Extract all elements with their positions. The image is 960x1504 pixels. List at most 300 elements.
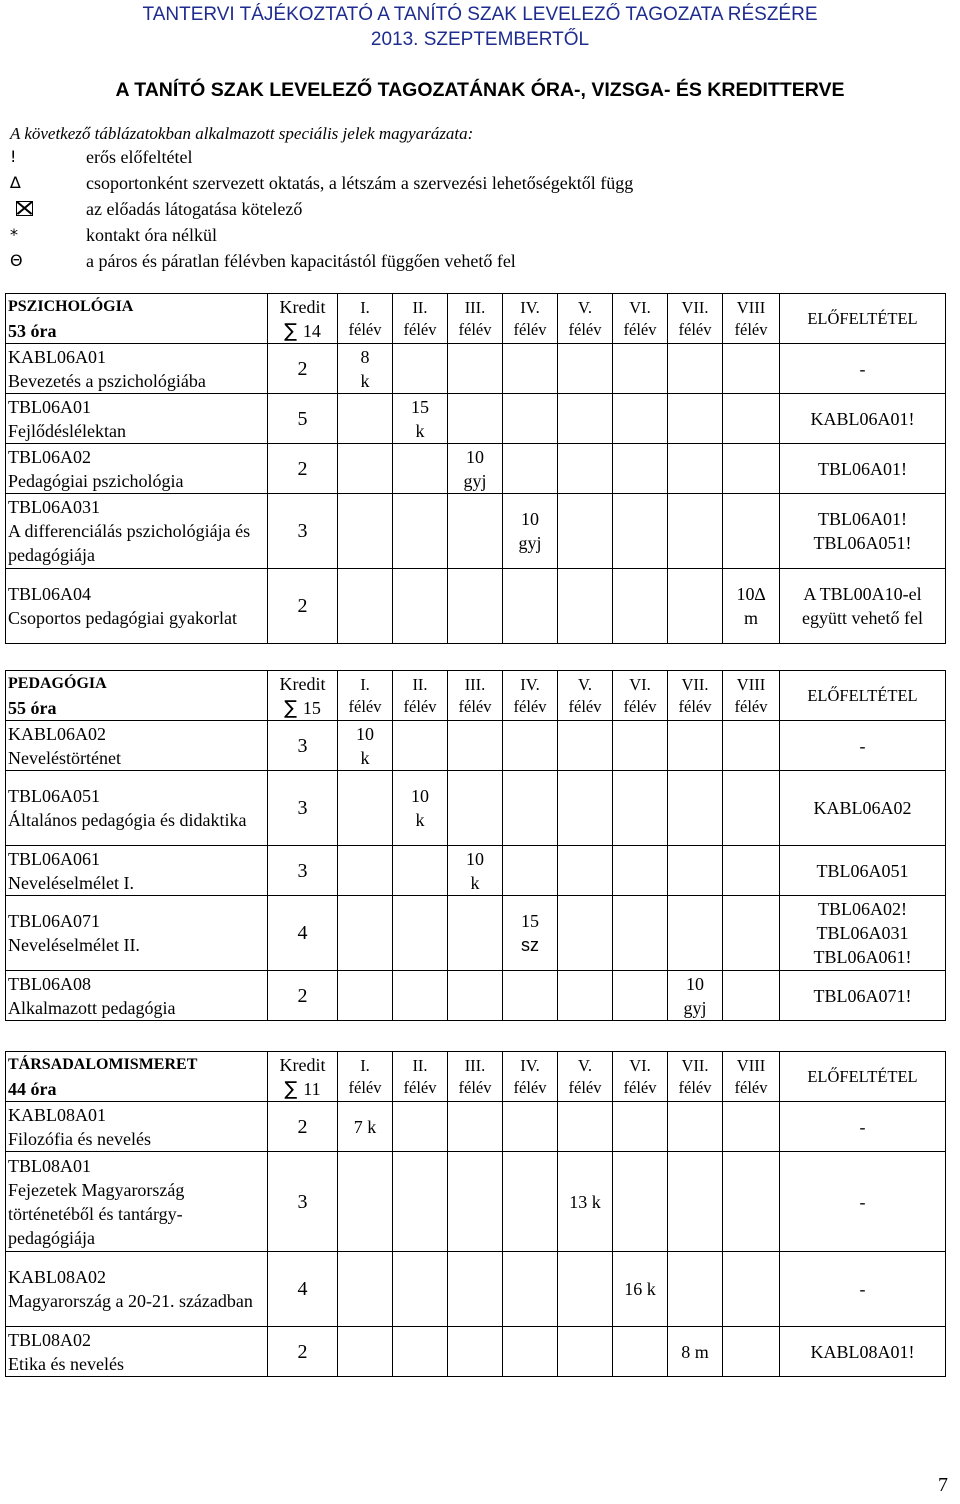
semester-number: III.	[464, 1055, 486, 1075]
semester-header	[448, 1052, 503, 1102]
kredit-total-value: 15	[302, 697, 321, 718]
prereq-value: TBL06A071!	[813, 985, 912, 1006]
semester-value	[723, 569, 780, 644]
semester-cell	[503, 971, 558, 1021]
semester-cell	[448, 494, 503, 569]
course-cell	[6, 569, 268, 644]
kredit-header	[268, 1052, 338, 1102]
semester-cell	[393, 1102, 448, 1152]
semester-header	[558, 1052, 613, 1102]
table-header-row	[6, 1052, 946, 1102]
semester-cell	[558, 846, 613, 896]
semester-cell	[668, 721, 723, 771]
course-kredit: 2	[268, 1102, 338, 1152]
semester-cell	[723, 444, 780, 494]
prereq-value: -	[859, 358, 866, 379]
semester-cell	[668, 394, 723, 444]
course-table	[5, 670, 946, 1021]
semester-label: félév	[678, 696, 712, 716]
semester-cell	[338, 569, 393, 644]
table-row	[6, 846, 946, 896]
course-cell	[6, 721, 268, 771]
kredit-header	[268, 671, 338, 721]
table-row	[6, 721, 946, 771]
course-cell	[6, 1102, 268, 1152]
semester-label: félév	[348, 696, 382, 716]
course-cell	[6, 896, 268, 971]
header-line-2: 2013. SZEPTEMBERTŐL	[370, 29, 590, 50]
semester-number: III.	[464, 674, 486, 694]
semester-number: IV.	[520, 297, 540, 317]
semester-cell	[393, 494, 448, 569]
semester-header	[338, 1052, 393, 1102]
semester-cell	[668, 444, 723, 494]
semester-label: félév	[403, 319, 437, 339]
semester-label: félév	[348, 1077, 382, 1097]
prereq-cell	[780, 494, 946, 569]
semester-cell	[613, 771, 668, 846]
semester-cell	[448, 1327, 503, 1377]
semester-cell	[503, 1327, 558, 1377]
prereq-value: KABL06A02	[813, 798, 912, 818]
prereq-value: -	[859, 1116, 866, 1137]
kredit-label: Kredit	[279, 1054, 326, 1075]
page-number: 7	[938, 1474, 948, 1496]
semester-label: félév	[623, 319, 657, 339]
semester-cell	[723, 846, 780, 896]
prereq-cell	[780, 444, 946, 494]
course-code: KABL06A01	[8, 346, 106, 367]
kredit-header	[268, 294, 338, 344]
semester-cell	[723, 1327, 780, 1377]
semester-cell	[723, 394, 780, 444]
semester-cell	[668, 1152, 723, 1252]
semester-cell	[503, 771, 558, 846]
semester-header	[558, 671, 613, 721]
prereq-value: A TBL00A10-el	[803, 584, 922, 604]
semester-header	[723, 294, 780, 344]
course-cell	[6, 846, 268, 896]
semester-cell	[558, 1252, 613, 1327]
hours-value: 15	[411, 396, 429, 417]
semester-cell	[338, 971, 393, 1021]
semester-number: I.	[360, 674, 370, 694]
course-title: Neveléstörténet	[8, 747, 121, 768]
table-row	[6, 1152, 946, 1252]
semester-cell	[558, 494, 613, 569]
table-row	[6, 896, 946, 971]
hours-value: 10	[466, 446, 484, 467]
prereq-value: TBL06A061!	[813, 947, 912, 967]
semester-label: félév	[458, 319, 492, 339]
semester-cell	[558, 721, 613, 771]
course-kredit: 3	[268, 771, 338, 846]
semester-cell	[338, 846, 393, 896]
semester-value	[503, 896, 558, 971]
semester-cell	[448, 896, 503, 971]
semester-cell	[613, 721, 668, 771]
semester-cell	[393, 721, 448, 771]
semester-cell	[338, 394, 393, 444]
sum-icon: ∑	[284, 1077, 298, 1100]
course-kredit: 3	[268, 846, 338, 896]
course-cell	[6, 1252, 268, 1327]
exam-type: k	[360, 370, 370, 391]
course-code: TBL06A01	[8, 396, 91, 417]
semester-cell	[613, 569, 668, 644]
table-row	[6, 1252, 946, 1327]
semester-header	[393, 671, 448, 721]
semester-cell	[448, 1152, 503, 1252]
semester-cell	[723, 771, 780, 846]
course-kredit: 3	[268, 1152, 338, 1252]
asterisk-icon: *	[10, 225, 18, 244]
semester-cell	[558, 1102, 613, 1152]
semester-header	[613, 294, 668, 344]
section-name: PSZICHOLÓGIA	[8, 297, 134, 315]
prereq-cell	[780, 1327, 946, 1377]
semester-header	[668, 1052, 723, 1102]
course-cell	[6, 344, 268, 394]
semester-cell	[723, 1252, 780, 1327]
course-code: TBL06A08	[8, 973, 91, 994]
prereq-cell	[780, 721, 946, 771]
semester-header	[613, 1052, 668, 1102]
course-title: Fejezetek Magyarország történetéből és tantárgy-pedagógiája	[8, 1179, 185, 1248]
course-title: Fejlődéslélektan	[8, 420, 126, 441]
section-heading	[6, 671, 268, 721]
kredit-label: Kredit	[279, 673, 326, 694]
semester-cell	[503, 1102, 558, 1152]
semester-header	[448, 671, 503, 721]
semester-cell	[448, 344, 503, 394]
hours-value: 8	[360, 346, 370, 367]
semester-number: VII.	[681, 297, 709, 317]
course-title: Pedagógiai pszichológia	[8, 470, 184, 491]
prereq-header: ELŐFELTÉTEL	[780, 1052, 946, 1102]
course-kredit: 2	[268, 1327, 338, 1377]
semester-cell	[448, 1252, 503, 1327]
course-code: KABL08A01	[8, 1104, 106, 1125]
course-cell	[6, 971, 268, 1021]
course-kredit: 3	[268, 494, 338, 569]
semester-value	[503, 494, 558, 569]
semester-header	[668, 294, 723, 344]
semester-number: II.	[412, 1055, 428, 1075]
semester-cell	[393, 569, 448, 644]
table-row	[6, 771, 946, 846]
exam-type: m	[743, 608, 758, 628]
course-title: Általános pedagógia és didaktika	[8, 810, 247, 830]
exam-type: gyj	[683, 997, 707, 1018]
course-code: KABL06A02	[8, 723, 106, 744]
section-hours: 53 óra	[8, 320, 57, 341]
kredit-total-value: 14	[302, 320, 321, 341]
semester-header	[503, 294, 558, 344]
kredit-label: Kredit	[279, 296, 326, 317]
legend-note: A következő táblázatokban alkalmazott speciális jelek magyarázata:	[10, 124, 474, 143]
semester-cell	[338, 494, 393, 569]
semester-cell	[668, 1102, 723, 1152]
course-table	[5, 293, 946, 644]
kredit-total	[268, 696, 337, 720]
course-code: TBL06A04	[8, 584, 91, 604]
semester-cell	[613, 896, 668, 971]
hours-value: 10	[686, 973, 704, 994]
semester-cell	[393, 846, 448, 896]
exam-type: gyj	[518, 533, 542, 553]
semester-header	[723, 1052, 780, 1102]
course-code: TBL06A071	[8, 911, 100, 931]
course-title: Csoportos pedagógiai gyakorlat	[8, 608, 237, 628]
semester-value	[668, 971, 723, 1021]
exam-type: k	[415, 420, 425, 441]
semester-label: félév	[513, 319, 547, 339]
semester-label: félév	[513, 696, 547, 716]
course-title: Neveléselmélet I.	[8, 872, 134, 893]
semester-header	[503, 671, 558, 721]
legend-text: csoportonként szervezett oktatás, a létszám a szervezési lehetőségektől függ	[86, 173, 634, 193]
prereq-cell	[780, 1102, 946, 1152]
course-title: Etika és nevelés	[8, 1353, 124, 1374]
semester-label: félév	[568, 696, 602, 716]
prereq-cell	[780, 394, 946, 444]
semester-number: VIII	[736, 297, 766, 317]
exclamation-icon: !	[10, 147, 17, 166]
course-kredit: 2	[268, 444, 338, 494]
hours-value: 10	[466, 848, 484, 869]
semester-label: félév	[458, 1077, 492, 1097]
semester-cell	[613, 444, 668, 494]
prereq-cell	[780, 971, 946, 1021]
semester-value	[393, 771, 448, 846]
semester-cell	[558, 444, 613, 494]
semester-cell	[393, 1152, 448, 1252]
semester-cell	[338, 896, 393, 971]
semester-value	[668, 1327, 723, 1377]
semester-number: IV.	[520, 1055, 540, 1075]
semester-header	[668, 671, 723, 721]
semester-cell	[338, 1152, 393, 1252]
section-heading	[6, 294, 268, 344]
semester-cell	[613, 1327, 668, 1377]
prereq-header: ELŐFELTÉTEL	[780, 294, 946, 344]
semester-cell	[448, 1102, 503, 1152]
prereq-cell	[780, 344, 946, 394]
semester-value	[338, 344, 393, 394]
sum-icon: ∑	[284, 696, 297, 719]
delta-icon: ∆	[10, 173, 21, 192]
course-cell	[6, 394, 268, 444]
prereq-value: -	[859, 735, 866, 756]
kredit-total-value: 11	[303, 1078, 321, 1099]
semester-cell	[503, 721, 558, 771]
semester-cell	[338, 771, 393, 846]
semester-number: VIII	[736, 674, 766, 694]
semester-label: félév	[623, 1077, 657, 1097]
semester-cell	[723, 1102, 780, 1152]
semester-value	[393, 394, 448, 444]
course-code: TBL06A031	[8, 497, 100, 517]
course-code: TBL06A02	[8, 446, 91, 467]
hours-value: 7 k	[353, 1116, 377, 1137]
semester-cell	[613, 846, 668, 896]
semester-value	[338, 1102, 393, 1152]
course-title: Filozófia és nevelés	[8, 1128, 151, 1149]
semester-number: II.	[412, 297, 428, 317]
semester-cell	[723, 494, 780, 569]
semester-cell	[558, 896, 613, 971]
semester-label: félév	[568, 1077, 602, 1097]
course-kredit: 2	[268, 344, 338, 394]
exam-type: k	[360, 747, 370, 768]
semester-number: VI.	[629, 297, 651, 317]
course-cell	[6, 494, 268, 569]
course-kredit: 2	[268, 569, 338, 644]
course-title: Bevezetés a pszichológiába	[8, 370, 206, 391]
semester-cell	[668, 569, 723, 644]
semester-number: VI.	[629, 674, 651, 694]
course-kredit: 2	[268, 971, 338, 1021]
table-row	[6, 971, 946, 1021]
semester-number: VI.	[629, 1055, 651, 1075]
semester-label: félév	[568, 319, 602, 339]
prereq-value: TBL06A01!	[818, 509, 907, 529]
semester-cell	[503, 1252, 558, 1327]
semester-cell	[668, 896, 723, 971]
semester-header	[393, 294, 448, 344]
table-row	[6, 1327, 946, 1377]
table-header-row	[6, 671, 946, 721]
prereq-value: együtt vehető fel	[802, 608, 923, 628]
semester-cell	[503, 846, 558, 896]
prereq-value: TBL06A031	[816, 923, 909, 943]
semester-cell	[613, 394, 668, 444]
semester-label: félév	[458, 696, 492, 716]
semester-value	[448, 846, 503, 896]
kredit-total	[268, 319, 337, 343]
semester-cell	[613, 494, 668, 569]
hours-value: 10	[411, 786, 429, 806]
semester-header	[613, 671, 668, 721]
course-table	[5, 1051, 946, 1377]
semester-cell	[503, 344, 558, 394]
semester-cell	[558, 344, 613, 394]
semester-cell	[503, 1152, 558, 1252]
semester-number: I.	[360, 297, 370, 317]
table-row	[6, 444, 946, 494]
semester-label: félév	[513, 1077, 547, 1097]
semester-cell	[503, 569, 558, 644]
semester-value	[558, 1152, 613, 1252]
section-heading	[6, 1052, 268, 1102]
course-code: TBL08A01	[8, 1155, 91, 1176]
semester-number: I.	[360, 1055, 370, 1075]
prereq-cell	[780, 846, 946, 896]
prereq-value: KABL08A01!	[810, 1341, 915, 1362]
semester-header	[503, 1052, 558, 1102]
semester-label: félév	[403, 1077, 437, 1097]
course-title: Alkalmazott pedagógia	[8, 997, 176, 1018]
semester-cell	[338, 1252, 393, 1327]
semester-cell	[668, 344, 723, 394]
table-row	[6, 344, 946, 394]
table-row	[6, 1102, 946, 1152]
prereq-value: KABL06A01!	[810, 408, 915, 429]
section-name: TÁRSADALOMISMERET	[8, 1055, 198, 1073]
exam-type: k	[470, 872, 480, 893]
semester-cell	[393, 896, 448, 971]
semester-cell	[393, 1252, 448, 1327]
semester-label: félév	[623, 696, 657, 716]
semester-number: VIII	[736, 1055, 766, 1075]
table-row	[6, 569, 946, 644]
semester-cell	[448, 771, 503, 846]
exam-type: k	[415, 810, 425, 830]
semester-label: félév	[678, 1077, 712, 1097]
hours-value: 16 k	[624, 1279, 656, 1299]
semester-header	[448, 294, 503, 344]
semester-cell	[448, 394, 503, 444]
prereq-value: -	[859, 1279, 866, 1299]
semester-cell	[723, 721, 780, 771]
semester-header	[393, 1052, 448, 1102]
kredit-total	[268, 1077, 337, 1101]
semester-cell	[723, 1152, 780, 1252]
semester-label: félév	[678, 319, 712, 339]
course-code: KABL08A02	[8, 1267, 106, 1287]
exam-type: gyj	[463, 470, 487, 491]
header-line-1: TANTERVI TÁJÉKOZTATÓ A TANÍTÓ SZAK LEVELEZŐ TAGOZATA RÉSZÉRE	[142, 4, 818, 25]
semester-number: VII.	[681, 1055, 709, 1075]
semester-cell	[448, 721, 503, 771]
semester-cell	[558, 771, 613, 846]
prereq-cell	[780, 1152, 946, 1252]
semester-value	[613, 1252, 668, 1327]
prereq-value: TBL06A051!	[813, 533, 912, 553]
course-cell	[6, 444, 268, 494]
prereq-value: TBL06A02!	[818, 899, 907, 919]
semester-cell	[558, 1327, 613, 1377]
semester-label: félév	[734, 696, 768, 716]
table-header-row	[6, 294, 946, 344]
prereq-cell	[780, 1252, 946, 1327]
semester-cell	[613, 1102, 668, 1152]
semester-number: VII.	[681, 674, 709, 694]
theta-icon: Θ	[10, 251, 23, 270]
semester-cell	[393, 1327, 448, 1377]
document-title: A TANÍTÓ SZAK LEVELEZŐ TAGOZATÁNAK ÓRA-, VIZSGA- ÉS KREDITTERVE	[115, 79, 845, 101]
semester-cell	[558, 394, 613, 444]
semester-cell	[558, 971, 613, 1021]
semester-cell	[668, 846, 723, 896]
section-hours: 44 óra	[8, 1078, 57, 1099]
semester-cell	[393, 971, 448, 1021]
semester-cell	[338, 1327, 393, 1377]
course-title: A differenciálás pszichológiája és pedagógiája	[8, 521, 251, 565]
semester-number: IV.	[520, 674, 540, 694]
semester-header	[558, 294, 613, 344]
course-kredit: 5	[268, 394, 338, 444]
semester-number: II.	[412, 674, 428, 694]
legend-text: kontakt óra nélkül	[86, 225, 217, 245]
semester-cell	[723, 344, 780, 394]
hours-value: 10	[356, 723, 374, 744]
hours-value: 10	[521, 509, 539, 529]
hours-value: 8 m	[681, 1341, 709, 1362]
section-name: PEDAGÓGIA	[8, 674, 107, 692]
prereq-value: -	[859, 1191, 866, 1212]
